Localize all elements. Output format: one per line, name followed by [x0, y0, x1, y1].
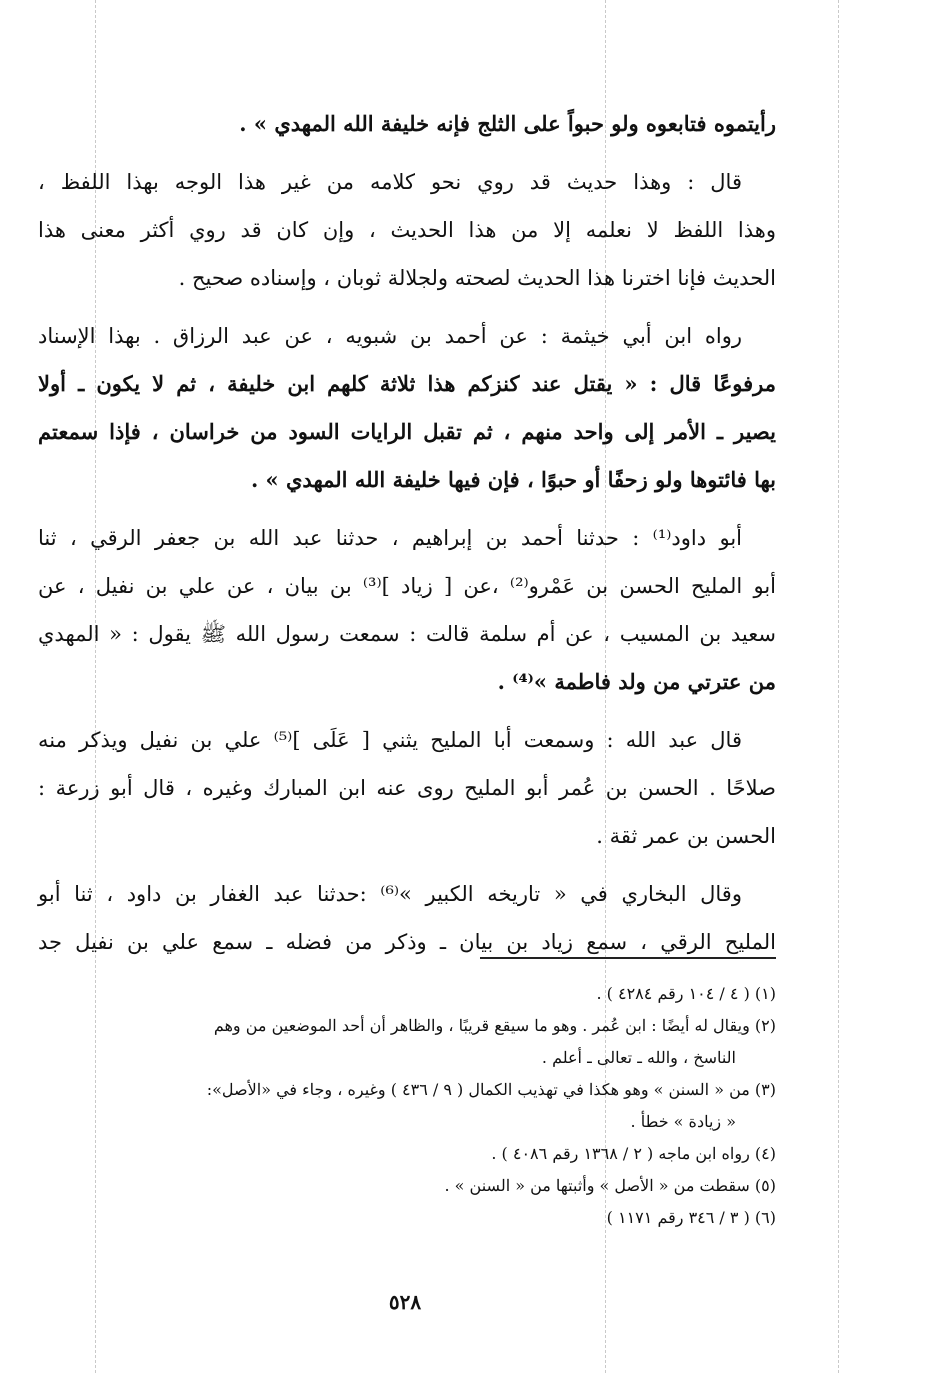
text-line: يصير ـ الأمر إلى واحد منهم ، ثم تقبل الرايات السود من خراسان ، فإذا سمعتم [38, 419, 776, 444]
text-line: وقال البخاري في « تاريخه الكبير »⁽⁶⁾ :حدثنا عبد الغفار بن داود ، ثنا أبو [38, 882, 742, 906]
footnote-5: (٥) سقطت من « الأصل » وأثبتها من « السنن » . [444, 1176, 776, 1195]
text-line: أبو المليح الحسن بن عَمْرو⁽²⁾ ،عن [ زياد ]⁽³⁾ بن بيان ، عن علي بن نفيل ، عن [38, 574, 777, 598]
footnote-1: (١) ( ٤ / ١٠٤ رقم ٤٢٨٤ ) . [596, 984, 776, 1003]
footnote-2: (٢) ويقال له أيضًا : ابن عُمر . وهو ما سيقع قريبًا ، والظاهر أن أحد الموضعين من وهم [213, 1016, 776, 1035]
text-line: قال : وهذا حديث قد روي نحو كلامه من غير هذا الوجه بهذا اللفظ ، [38, 170, 742, 194]
page-number: ٥٢٨ [388, 1290, 422, 1314]
text-line: رأيتموه فتابعوه ولو حبواً على الثلج فإنه خليفة الله المهدي » . [239, 111, 776, 136]
text-line: الحديث فإنا اخترنا هذا الحديث لصحته ولجلالة ثوبان ، وإسناده صحيح . [178, 266, 776, 290]
footnote-3-continuation: « زيادة » خطأ . [630, 1112, 736, 1131]
text-line: الحسن بن عمر ثقة . [596, 824, 776, 848]
text-line: وهذا اللفظ لا نعلمه إلا من هذا الحديث ، وإن كان قد روي أكثر معنى هذا [38, 218, 776, 242]
text-line: أبو داود⁽¹⁾ : حدثنا أحمد بن إبراهيم ، حدثنا عبد الله بن جعفر الرقي ، ثنا [38, 526, 742, 550]
paragraph-4 [38, 514, 776, 706]
text-line: رواه ابن أبي خيثمة : عن أحمد بن شبويه ، عن عبد الرزاق . بهذا الإسناد [38, 324, 742, 348]
paragraph-5 [38, 716, 776, 860]
paragraph-3 [38, 312, 776, 504]
footnote-2-continuation: الناسخ ، والله ـ تعالى ـ أعلم . [541, 1048, 736, 1067]
paragraph-2 [38, 158, 776, 302]
text-line: قال عبد الله : وسمعت أبا المليح يثني [ عَلَى ]⁽⁵⁾ علي بن نفيل ويذكر منه [38, 728, 742, 752]
footnote-3: (٣) من « السنن » وهو هكذا في تهذيب الكمال ( ٩ / ٤٣٦ ) وغيره ، وجاء في «الأصل»: [206, 1080, 776, 1099]
text-line: بها فائتوها ولو زحفًا أو حبوًا ، فإن فيها خليفة الله المهدي » . [250, 467, 776, 492]
scan-crease-line [838, 0, 839, 1373]
footnote-separator [480, 957, 776, 959]
main-text [38, 100, 776, 976]
footnote-6: (٦) ( ٣ / ٣٤٦ رقم ١١٧١ ) [606, 1208, 776, 1227]
text-line: المليح الرقي ، سمع زياد بن بيان ـ وذكر من فضله ـ سمع علي بن نفيل جد [38, 930, 776, 954]
text-line: صلاحًا . الحسن بن عُمر أبو المليح روى عنه ابن المبارك وغيره ، قال أبو زرعة : [38, 776, 776, 800]
footnotes [38, 978, 776, 1234]
text-line: مرفوعًا قال : « يقتل عند كنزكم هذا ثلاثة كلهم ابن خليفة ، ثم لا يكون ـ أولا [38, 371, 776, 396]
footnote-4: (٤) رواه ابن ماجه ( ٢ / ١٣٦٨ رقم ٤٠٨٦ ) . [491, 1144, 776, 1163]
paragraph-6 [38, 870, 776, 966]
text-line: سعيد بن المسيب ، عن أم سلمة قالت : سمعت رسول الله ﷺ يقول : « المهدي [38, 622, 776, 646]
text-line: من عترتي من ولد فاطمة »⁽⁴⁾ . [497, 669, 776, 694]
paragraph-1 [38, 100, 776, 148]
